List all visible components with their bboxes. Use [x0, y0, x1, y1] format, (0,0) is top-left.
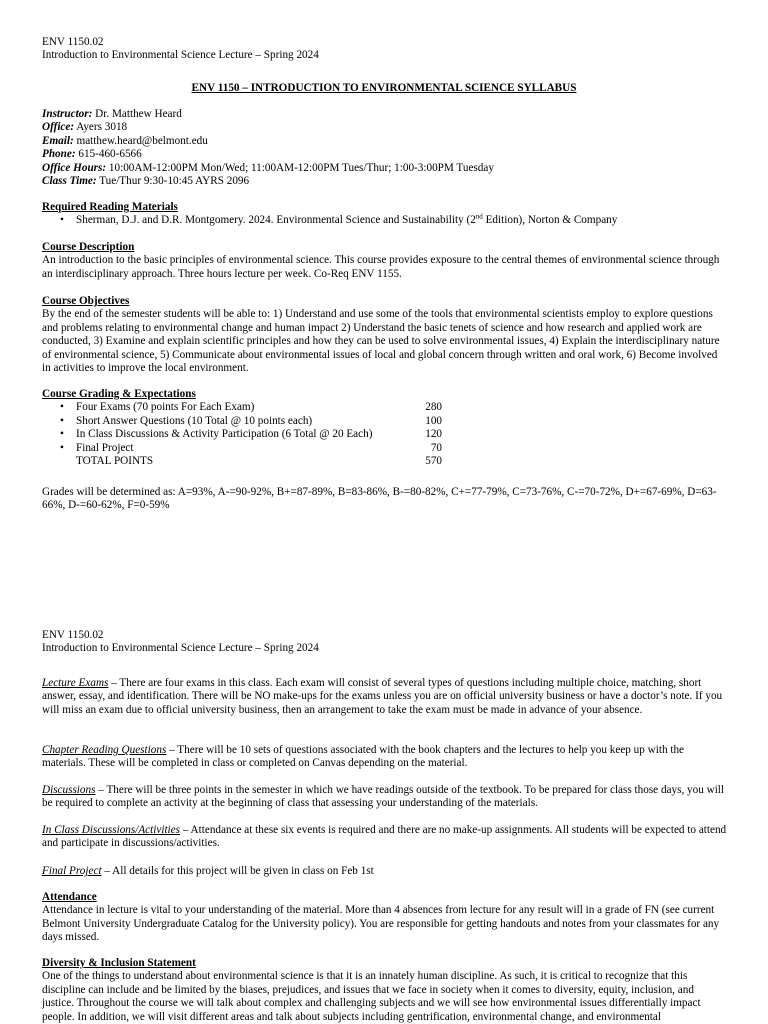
final-project-title: Final Project: [42, 865, 102, 877]
grading-item: • Four Exams (70 points For Each Exam) 280: [42, 401, 728, 414]
reading-list: [42, 214, 728, 227]
attendance-heading: Attendance: [42, 891, 97, 903]
class-time-line: [42, 175, 728, 188]
lecture-exams-title: Lecture Exams: [42, 677, 109, 689]
objectives-text: By the end of the semester students will be able to: 1) Understand and use some of the tools that environmental scientists employ to explore questions and problems relating to environmental change and human impact 2) Understand the basic tenets of science and how research and applied work are conducted, 3) Examine and explain scientific principles and how they can be used to solve environmental issues, 4) Explain the interdisciplinary nature of environmental science, 5) Communicate about environmental issues of local and global concern through written and oral work, 6) Become involved in activities to improve the local environment.: [42, 308, 720, 375]
description-text: An introduction to the basic principles of environmental science. This course provides exposure to the central themes of environmental science through an interdisciplinary approach. Three hours lecture per week. Co-Req ENV 1155.: [42, 254, 720, 280]
diversity-heading: Diversity & Inclusion Statement: [42, 957, 196, 969]
office-hours-label: Office Hours:: [42, 161, 107, 174]
office-line: [42, 121, 728, 134]
grading-item: • Short Answer Questions (10 Total @ 10 points each) 100: [42, 415, 728, 428]
email-value: matthew.heard@belmont.edu: [73, 134, 208, 147]
objectives-heading: Course Objectives: [42, 295, 130, 307]
course-title: Introduction to Environmental Science Lecture – Spring 2024: [42, 49, 319, 62]
grading-total: TOTAL POINTS 570: [76, 455, 442, 468]
phone-line: [42, 148, 728, 161]
email-label: Email:: [42, 134, 74, 147]
class-time-label: Class Time:: [42, 175, 97, 188]
chapter-questions-paragraph: Chapter Reading Questions – There will be 10 sets of questions associated with the book chapters and the lectures to help you keep up with the materials. These will be completed in class or completed on Canvas depending on the material.: [42, 744, 685, 770]
office-value: Ayers 3018: [74, 121, 128, 134]
grading-item: • Final Project 70: [42, 442, 728, 455]
reading-heading: Required Reading Materials: [42, 201, 178, 213]
grade-scale: Grades will be determined as: A=93%, A-=90-92%, B+=87-89%, B=83-86%, B-=80-82%, C+=77-79%, C=73-76%, C-=70-72%, D+=67-69%, D=63-66%, D-=60-62%, F=0-59%: [42, 486, 717, 512]
course-code: ENV 1150.02: [42, 36, 104, 48]
course-code: ENV 1150.02: [42, 629, 104, 641]
grading-section: [42, 388, 728, 468]
objectives-section: [42, 295, 728, 375]
grading-item: • In Class Discussions & Activity Participation (6 Total @ 20 Each) 120: [42, 428, 728, 441]
final-project-paragraph: Final Project – All details for this project will be given in class on Feb 1st: [42, 865, 374, 877]
lecture-exams-paragraph: Lecture Exams – There are four exams in this class. Each exam will consist of several types of questions including multiple choice, matching, short answer, essay, and identification. There will be NO make-ups for the exams unless you are on official university business or have a doctor’s note. If you will miss an exam due to official university business, then an arrangement to take the exam must be made in advance of your absence.: [42, 677, 723, 716]
diversity-text: One of the things to understand about environmental science is that it is an innately human discipline. As such, it is critical to recognize that this discipline can include and be limited by the biases, prejudices, and issues that we face in society when it comes to diversity, equity, inclusion, and justice. Throughout the course we will talk about complex and challenging subjects and we will see how environmental issues differentially impact people. In addition, we will visit different areas and talk about subjects including gentrification, environmental change, and environmental: [42, 970, 701, 1023]
course-title: Introduction to Environmental Science Lecture – Spring 2024: [42, 642, 319, 655]
in-class-title: In Class Discussions/Activities: [42, 824, 180, 836]
instructor-value: Dr. Matthew Heard: [92, 108, 182, 120]
description-section: [42, 241, 728, 281]
reading-section: [42, 201, 728, 228]
grading-list: [42, 401, 728, 455]
page-header: [42, 36, 728, 63]
class-time-value: Tue/Thur 9:30-10:45 AYRS 2096: [96, 175, 250, 188]
office-label: Office:: [42, 121, 75, 134]
syllabus-title: ENV 1150 – INTRODUCTION TO ENVIRONMENTAL SCIENCE SYLLABUS: [191, 82, 577, 94]
instructor-line: [42, 108, 728, 121]
office-hours-line: [42, 162, 728, 175]
phone-value: 615-460-6566: [75, 148, 142, 161]
discussions-title: Discussions: [42, 784, 96, 796]
email-line: [42, 135, 728, 148]
office-hours-value: 10:00AM-12:00PM Mon/Wed; 11:00AM-12:00PM Tues/Thur; 1:00-3:00PM Tuesday: [106, 161, 494, 174]
attendance-text: Attendance in lecture is vital to your understanding of the material. More than 4 absences from lecture for any result will in a grade of FN (see current Belmont University Undergraduate Catalog for the University policy). You are responsible for getting handouts and notes from your classmates for any days missed.: [42, 904, 720, 944]
discussions-paragraph: Discussions – There will be three points in the semester in which we have readings outside of the textbook. To be prepared for class those days, you will be required to complete an activity at the beginning of class that assessing your understanding of the materials.: [42, 784, 725, 810]
contact-info: [42, 108, 728, 188]
diversity-section: [42, 957, 728, 1024]
grading-heading: Course Grading & Expectations: [42, 388, 196, 400]
reading-item: • Sherman, D.J. and D.R. Montgomery. 2024. Environmental Science and Sustainability (2nd Edition), Norton & Company: [42, 214, 728, 227]
page-header-2: [42, 629, 728, 656]
attendance-section: [42, 891, 728, 945]
phone-label: Phone:: [42, 148, 76, 161]
in-class-paragraph: In Class Discussions/Activities – Attendance at these six events is required and there are no make-up assignments. All students will be expected to attend and participate in discussions/activities.: [42, 824, 727, 850]
chapter-questions-title: Chapter Reading Questions: [42, 744, 167, 756]
description-heading: Course Description: [42, 241, 135, 253]
instructor-label: Instructor:: [42, 108, 93, 120]
